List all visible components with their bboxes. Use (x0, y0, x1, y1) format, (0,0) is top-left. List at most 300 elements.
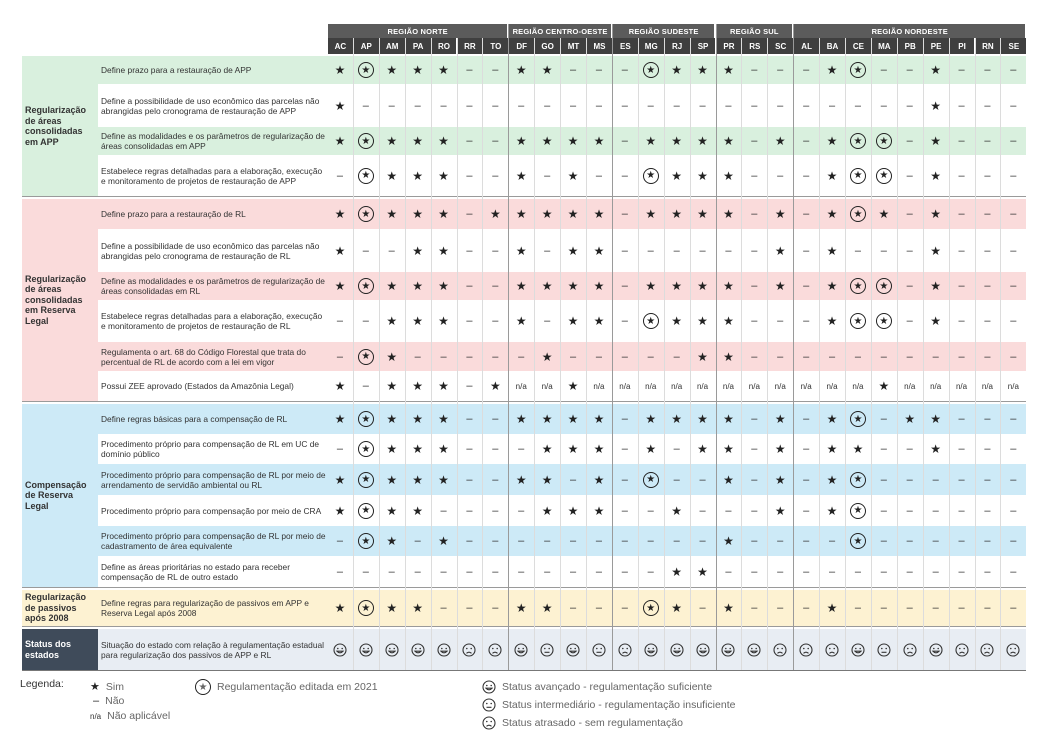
dash-mark: – (518, 565, 525, 578)
dash-mark: – (544, 535, 551, 547)
legend-sim-text: Sim (105, 680, 124, 693)
star-icon: ★ (774, 442, 786, 456)
dash-mark: – (492, 350, 499, 363)
dash-mark: – (751, 413, 758, 425)
region-header: REGIÃO CENTRO-OESTE (509, 24, 611, 38)
row-label: Estabelece regras detalhadas para a elaboração, execução e monitoramento de projetos de restauração de RL (101, 311, 323, 331)
star-icon: ★ (541, 601, 553, 615)
dash-mark: – (544, 565, 551, 578)
star-icon: ★ (334, 279, 346, 293)
dash-mark: – (621, 602, 628, 614)
state-header: SC (768, 38, 793, 54)
dash-mark: – (751, 208, 758, 220)
dash-mark: – (621, 413, 628, 425)
dash-mark: – (958, 244, 965, 257)
circled-star-icon: ★ (845, 127, 871, 155)
star-icon: ★ (826, 63, 838, 77)
dash-mark: – (777, 64, 784, 76)
dash-mark: – (984, 443, 991, 455)
circled-star-icon: ★ (353, 127, 379, 155)
dash-mark: – (362, 380, 369, 392)
star-icon: ★ (593, 243, 605, 258)
star-icon: ★ (774, 207, 786, 221)
row-label: Regulamenta o art. 68 do Código Florestal que trata do percentual de RL de acordo com a lei em vigor (101, 346, 306, 367)
star-icon: ★ (386, 442, 398, 456)
dash-mark: – (1010, 64, 1017, 76)
dash-mark: – (647, 565, 654, 578)
na-mark: n/a (800, 381, 812, 391)
star-icon: ★ (386, 379, 398, 393)
star-icon: ★ (515, 412, 527, 426)
star-icon: ★ (697, 412, 708, 426)
dash-mark: – (803, 135, 810, 147)
dash-mark: – (932, 504, 939, 517)
dash-mark: – (492, 602, 499, 614)
star-icon: ★ (593, 314, 605, 328)
circled-star-icon: ★ (195, 679, 211, 695)
sad-face-icon (457, 629, 483, 670)
dash-mark: – (414, 99, 421, 112)
dash-mark: – (492, 64, 499, 76)
dash-mark: – (906, 535, 913, 547)
star-icon: ★ (697, 349, 708, 364)
region-divider (716, 24, 717, 670)
dash-mark: – (984, 315, 991, 327)
happy-face-icon (638, 629, 664, 670)
dash-mark: – (492, 565, 499, 578)
dash-mark: – (906, 169, 913, 182)
column-divider (845, 38, 846, 670)
star-icon: ★ (541, 472, 553, 487)
star-icon: ★ (723, 534, 734, 548)
star-icon: ★ (438, 279, 449, 293)
star-icon: ★ (541, 279, 553, 293)
star-icon: ★ (723, 472, 734, 487)
star-icon: ★ (774, 472, 786, 487)
dash-mark: – (544, 244, 551, 257)
star-icon: ★ (826, 412, 838, 426)
column-divider (431, 38, 432, 670)
star-icon: ★ (412, 379, 424, 393)
dash-mark: – (1010, 315, 1017, 327)
dash-mark: – (984, 208, 991, 220)
group-divider (22, 196, 1026, 197)
dash-mark: – (595, 64, 602, 76)
star-icon: ★ (412, 472, 424, 487)
dash-mark: – (751, 135, 758, 147)
dash-mark: – (958, 315, 965, 327)
dash-mark: – (569, 473, 577, 486)
dash-mark: – (466, 64, 473, 76)
dash-mark: – (621, 565, 628, 578)
star-icon: ★ (334, 207, 346, 221)
dash-mark: – (569, 99, 577, 112)
group-divider (22, 401, 1026, 402)
dash-mark: – (751, 350, 758, 363)
star-icon: ★ (904, 412, 916, 426)
star-icon: ★ (826, 503, 838, 518)
dash-mark: – (595, 565, 602, 578)
star-icon: ★ (541, 442, 553, 456)
column-divider (1000, 38, 1001, 670)
circled-star-icon: ★ (845, 155, 871, 196)
star-icon: ★ (930, 134, 942, 148)
star-icon: ★ (878, 379, 890, 393)
dash-mark: – (492, 535, 499, 547)
legend-na (90, 710, 170, 722)
star-icon: ★ (515, 314, 527, 328)
na-mark: n/a (904, 381, 916, 391)
circled-star-icon: ★ (353, 495, 379, 526)
row-label: Procedimento próprio para compensação por meio de CRA (101, 505, 322, 516)
dash-mark: – (362, 99, 369, 112)
star-icon: ★ (930, 279, 942, 293)
star-icon: ★ (438, 168, 449, 183)
dash-mark: – (1010, 535, 1017, 547)
dash-mark: – (1010, 504, 1017, 517)
state-header: PA (406, 38, 431, 54)
dash-mark: – (414, 535, 421, 547)
row-label: Procedimento próprio para compensação de RL por meio de arrendamento de servidão ambiental ou RL (101, 469, 326, 490)
dash-mark: – (466, 315, 473, 327)
row-label: Define regras para regularização de passivos em APP e Reserva Legal após 2008 (101, 598, 309, 618)
dash-mark: – (336, 315, 343, 327)
na-mark: n/a (722, 381, 734, 391)
dash-mark: – (1010, 135, 1017, 147)
star-icon: ★ (697, 207, 708, 221)
dash-mark: – (751, 280, 758, 292)
row-label: Define a possibilidade de uso econômico das parcelas não abrangidas pelo cronograma de restauração de RL (101, 240, 320, 261)
sad-face-icon (1000, 629, 1026, 670)
dash-mark: – (492, 244, 499, 257)
dash-mark: – (906, 99, 913, 112)
dash-mark: – (803, 350, 810, 363)
dash-mark: – (621, 535, 628, 547)
dash-mark: – (1010, 413, 1017, 425)
dash-mark: – (621, 244, 628, 257)
star-icon: ★ (723, 442, 734, 456)
state-header: RR (458, 38, 483, 54)
dash-mark: – (518, 504, 525, 517)
star-icon: ★ (593, 503, 605, 518)
dash-mark: – (647, 99, 654, 112)
dash-mark: – (466, 602, 473, 614)
dash-mark: – (906, 315, 913, 327)
star-icon: ★ (515, 472, 527, 487)
dash-mark: – (647, 504, 654, 517)
dash-mark: – (958, 473, 965, 486)
dash-mark: – (621, 473, 628, 486)
star-icon: ★ (334, 63, 346, 77)
dash-mark: – (388, 244, 395, 257)
star-icon: ★ (671, 314, 683, 328)
dash-mark: – (1010, 208, 1017, 220)
state-header: PE (924, 38, 949, 54)
dash-mark: – (906, 443, 913, 455)
dash-mark: – (621, 64, 628, 76)
star-icon: ★ (671, 63, 683, 77)
dash-mark: – (828, 350, 836, 363)
star-icon: ★ (386, 279, 398, 293)
star-icon: ★ (567, 243, 579, 258)
dash-mark: – (466, 443, 473, 455)
dash-mark: – (492, 99, 499, 112)
group-divider (22, 626, 1026, 627)
column-divider (638, 38, 639, 670)
star-icon: ★ (334, 412, 346, 426)
dash-mark: – (414, 565, 421, 578)
star-icon: ★ (930, 314, 942, 328)
dash-mark: – (751, 535, 758, 547)
star-icon: ★ (567, 207, 579, 221)
star-icon: ★ (774, 412, 786, 426)
star-icon: ★ (90, 681, 100, 693)
dash-mark: – (906, 64, 913, 76)
dash-mark: – (751, 99, 758, 112)
dash-mark: – (544, 315, 551, 327)
dash-mark: – (336, 350, 343, 363)
na-mark: n/a (696, 381, 709, 391)
dash-mark: – (777, 315, 784, 327)
star-icon: ★ (438, 472, 449, 487)
legend-nao (93, 695, 124, 707)
circled-star-icon: ★ (845, 199, 871, 229)
sad-face-icon (612, 629, 638, 670)
star-icon: ★ (386, 314, 398, 328)
star-icon: ★ (826, 442, 838, 456)
region-divider (508, 24, 509, 670)
dash-mark: – (673, 443, 680, 455)
dash-mark: – (958, 504, 965, 517)
dash-mark: – (880, 565, 887, 578)
dash-mark: – (518, 443, 525, 455)
dash-mark: – (803, 64, 810, 76)
star-icon: ★ (645, 412, 657, 426)
dash-mark: – (932, 602, 939, 614)
dash-mark: – (492, 315, 499, 327)
na-mark: n/a (826, 381, 838, 391)
dash-mark: – (777, 99, 784, 112)
dash-mark: – (880, 535, 887, 547)
star-icon: ★ (515, 243, 527, 258)
dash-mark: – (699, 504, 706, 517)
dash-mark: – (906, 280, 913, 292)
dash-mark: – (828, 535, 836, 547)
circled-star-icon: ★ (638, 155, 664, 196)
star-icon: ★ (645, 207, 657, 221)
sad-face-icon (819, 629, 845, 670)
dash-mark: – (906, 602, 913, 614)
star-icon: ★ (671, 279, 683, 293)
dash-mark: – (880, 504, 887, 517)
star-icon: ★ (697, 134, 708, 148)
dash-mark: – (699, 473, 706, 486)
circled-star-icon: ★ (353, 590, 379, 626)
dash-mark: – (492, 504, 499, 517)
dash-mark: – (466, 135, 473, 147)
star-icon: ★ (671, 134, 683, 148)
dash-mark: – (880, 602, 887, 614)
dash-mark: – (958, 413, 965, 425)
column-divider (819, 38, 820, 670)
dash-mark: – (414, 350, 421, 363)
happy-face-icon (664, 629, 690, 670)
group-label: Regularização de áreas consolidadas em Reserva Legal (22, 199, 98, 401)
dash-mark: – (673, 244, 680, 257)
column-divider (534, 38, 535, 670)
row-label: Define as modalidades e os parâmetros de regularização de áreas consolidadas em RL (101, 276, 325, 296)
dash-mark: – (803, 169, 810, 182)
dash-mark: – (751, 169, 758, 182)
star-icon: ★ (386, 412, 398, 426)
dash-mark: – (725, 565, 732, 578)
dash-mark: – (854, 244, 861, 257)
dash-mark: – (777, 602, 784, 614)
dash-mark: – (647, 535, 654, 547)
happy-face-icon (379, 629, 405, 670)
star-icon: ★ (593, 472, 605, 487)
dash-mark: – (984, 280, 991, 292)
dash-mark: – (880, 350, 887, 363)
dash-mark: – (906, 350, 913, 363)
star-icon: ★ (438, 314, 449, 328)
star-icon: ★ (334, 98, 346, 113)
region-divider (612, 24, 613, 670)
column-divider (482, 38, 483, 670)
dash-mark: – (647, 244, 654, 257)
dash-mark: – (440, 350, 447, 363)
state-header: ES (613, 38, 638, 54)
dash-mark: – (803, 535, 810, 547)
star-icon: ★ (567, 314, 579, 328)
circled-star-icon: ★ (353, 404, 379, 434)
dash-mark: – (725, 244, 732, 257)
state-header: GO (535, 38, 560, 54)
circled-star-icon: ★ (845, 526, 871, 556)
dash-mark: – (803, 504, 810, 517)
dash-mark: – (906, 504, 913, 517)
dash-mark: – (544, 99, 551, 112)
circled-star-icon: ★ (845, 495, 871, 526)
dash-mark: – (751, 602, 758, 614)
star-icon: ★ (697, 314, 708, 328)
dash-mark: – (751, 443, 758, 455)
state-header: RO (432, 38, 457, 54)
star-icon: ★ (930, 98, 942, 113)
star-icon: ★ (334, 472, 346, 487)
dash-mark: – (958, 64, 965, 76)
na-mark: n/a (930, 381, 942, 391)
dash-mark: – (984, 602, 991, 614)
star-icon: ★ (826, 207, 838, 221)
sad-face-icon (482, 716, 496, 730)
star-icon: ★ (412, 279, 424, 293)
dash-mark: – (388, 565, 395, 578)
dash-mark: – (466, 99, 473, 112)
star-icon: ★ (412, 168, 424, 183)
dash-mark: – (336, 535, 343, 547)
dash-mark: – (336, 565, 343, 578)
dash-mark: – (466, 350, 473, 363)
circled-star-icon: ★ (638, 300, 664, 342)
star-icon: ★ (541, 134, 553, 148)
region-header: REGIÃO NORDESTE (794, 24, 1025, 38)
na-mark: n/a (593, 381, 605, 391)
dash-mark: – (466, 169, 473, 182)
dash-mark: – (828, 565, 836, 578)
dash-mark: – (958, 280, 965, 292)
state-header: MA (872, 38, 897, 54)
dash-mark: – (466, 280, 473, 292)
dash-mark: – (751, 504, 758, 517)
dash-mark: – (803, 280, 810, 292)
dash-mark: – (1010, 473, 1017, 486)
star-icon: ★ (723, 63, 734, 77)
column-divider (353, 38, 354, 670)
star-icon: ★ (412, 207, 424, 221)
dash-mark: – (466, 380, 473, 392)
dash-mark: – (958, 99, 965, 112)
star-icon: ★ (412, 601, 424, 615)
column-divider (664, 38, 665, 670)
na-mark: n/a (671, 381, 683, 391)
dash-mark: – (699, 244, 706, 257)
column-divider (923, 38, 924, 670)
dash-mark: – (984, 504, 991, 517)
star-icon: ★ (697, 168, 708, 183)
legend-intermediate (482, 698, 735, 712)
dash-mark: – (958, 602, 965, 614)
na-icon: n/a (90, 711, 102, 721)
dash-mark: – (751, 244, 758, 257)
legend-advanced-text: Status avançado - regulamentação suficiente (502, 681, 713, 693)
neutral-face-icon (871, 629, 897, 670)
dash-mark: – (388, 99, 395, 112)
group-label: Compensação de Reserva Legal (22, 404, 98, 587)
star-icon: ★ (489, 207, 501, 221)
dash-mark: – (621, 280, 628, 292)
dash-mark: – (984, 413, 991, 425)
dash-mark: – (595, 535, 602, 547)
dash-mark: – (906, 208, 913, 220)
circled-star-icon: ★ (871, 272, 897, 300)
dash-mark: – (647, 350, 654, 363)
star-icon: ★ (567, 442, 579, 456)
dash-mark: – (466, 535, 473, 547)
dash-mark: – (569, 535, 577, 547)
dash-mark: – (1010, 602, 1017, 614)
column-divider (379, 38, 380, 670)
star-icon: ★ (671, 503, 683, 518)
star-icon: ★ (930, 243, 942, 258)
dash-mark: – (1010, 99, 1017, 112)
dash-mark: – (1010, 244, 1017, 257)
circled-star-icon: ★ (638, 56, 664, 84)
dash-mark: – (673, 473, 680, 486)
legend-nao-text: Não (105, 695, 125, 707)
star-icon: ★ (774, 243, 786, 258)
region-divider (793, 24, 794, 670)
star-icon: ★ (593, 207, 605, 221)
star-icon: ★ (386, 601, 398, 615)
dash-mark: – (803, 99, 810, 112)
column-divider (741, 38, 742, 670)
star-icon: ★ (515, 207, 527, 221)
star-icon: ★ (412, 63, 424, 77)
row-label: Possui ZEE aprovado (Estados da Amazônia Legal) (101, 381, 294, 391)
circled-star-icon: ★ (353, 56, 379, 84)
column-divider (767, 38, 768, 670)
